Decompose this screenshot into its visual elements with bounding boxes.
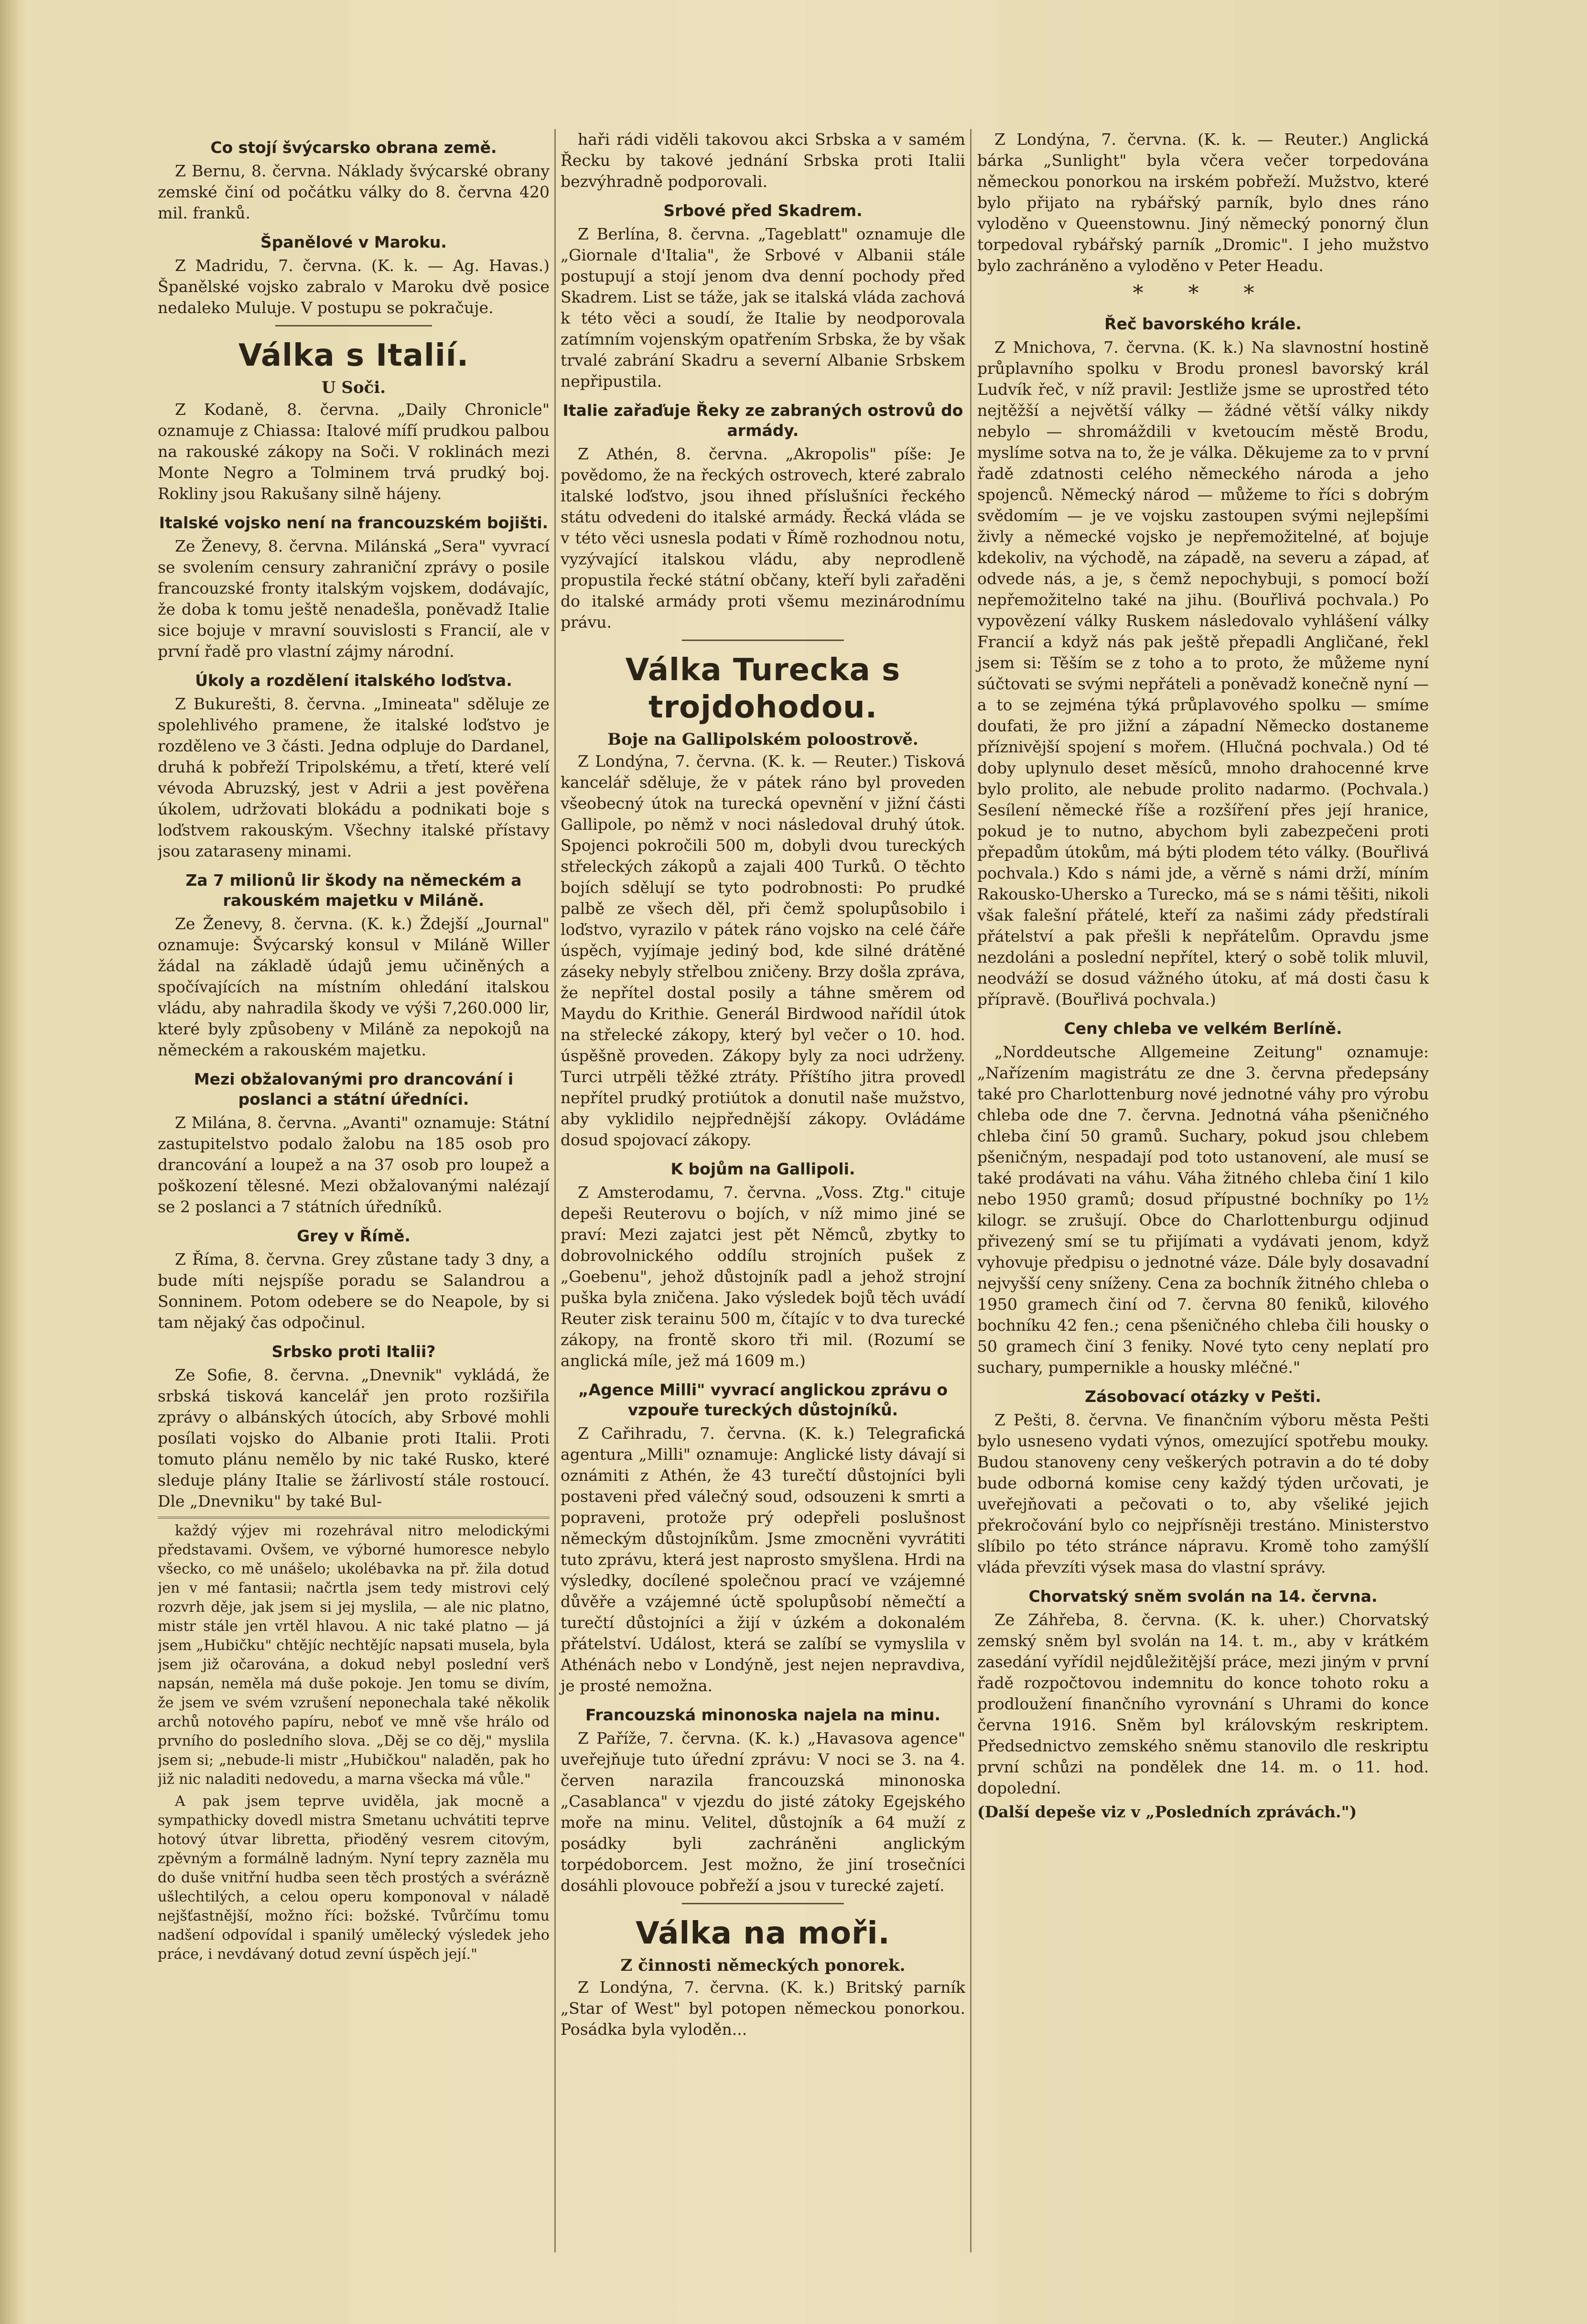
feuilleton-paragraph: každý výjev mi rozehrával nitro melodickými představami. Ovšem, ve výborné humoresce nebylo všecko, co mě unášelo; ukolébavka na př. žila dotud jen v mé fantasii; načrtla jsem tedy mistrovi celý rozvrh děje, jak jsem si jej myslila, — ale nic platno, mistr stále jen vrtěl hlavou. A nic také platno — já jsem „Hubičku" chtějíc nechtějíc napsati musela, byla jsem již očarována, a dokud nebyl poslední verš napsán, neměla má duše pokoje. Jen tomu se divím, že jsem ve svém vzrušení neponechala také několik archů notového papíru, neboť ve mně vše hrálo od prvního do posledního slova. „Děj se co děj," myslila jsem si; „nebude-li mistr „Hubičkou" naladěn, pak ho již nic naladiti nedovedu, a marna všecka má vůle." (158, 1522, 550, 1788)
column-3 (970, 129, 1429, 2252)
heading-italian-fleet: Úkoly a rozdělení italského loďstva. (195, 671, 512, 690)
heading-spain-morocco: Španělové v Maroku. (260, 233, 447, 251)
subheading-soca: U Soči. (321, 378, 386, 397)
heading-swiss-defense: Co stojí švýcarsko obrana země. (210, 138, 497, 157)
article-pest-supply: Z Pešti, 8. června. Ve finančním výboru města Pešti bylo usneseno vydati výnos, omezující spotřebu mouky. Budou stanoveny ceny veškerých potravin a do té doby bude odborná komise ceny každý týden určovati, je uveřejňovati a pečovati o to, aby všeliké jejich překročování bylo co nejpřísněji trestáno. Ministerstvo slíbilo po této stránce nápravu. Kromě toho zamýšlí vláda převzíti výsek masa do vlastní správy. (977, 1411, 1429, 1576)
heading-italian-army: Italské vojsko není na francouzském bojišti. (159, 513, 549, 532)
article-gallipoli-1: Z Londýna, 7. června. (K. k. — Reuter.) Tisková kancelář sděluje, že v pátek ráno byl proveden všeobecný útok na turecká opevnění v jižní části Gallipole, po němž v noci následoval druhý útok. Spojenci pokročili 500 m, dobyli dvou tureckých střeleckých zákopů a zajali 400 Turků. O těchto bojích sdělují se tyto podrobnosti: Po prudké palbě ze všech děl, při čemž spolupůsobilo i loďstvo, vyrazilo v pátek ráno vojsko na celé čáře úspěch, vyjímaje jediný bod, kde silné drátěné záseky nebyly střelbou zničeny. Brzy došla zpráva, že nepřítel dostal posily a táhne směrem od Maydu do Krithie. Generál Birdwood nařídil útok na střelecké zákopy, který byl večer o 10. hod. úspěšně proveden. Zákopy byly za noci udrženy. Turci utrpěli těžké ztráty. Příštího jitra provedl nepřítel prudký protiútok a donutil naše mužstvo, aby vyklidilo nejpřednější zákopy. Ovládáme dosud spojovací zákopy. (561, 752, 965, 1149)
heading-greeks-army: Italie zařaďuje Řeky ze zabraných ostrovů do armády. (562, 401, 963, 440)
article-croatian-diet: Ze Záhřeba, 8. června. (K. k. uher.) Chorvatský zemský sněm byl svolán na 14. t. m., aby v krátkém zasedání vyřídil nejdůležitější práce, mezi jiným v první řadě rozpočtovou indemnitu do konce tohoto roku a prodloužení finančního vyrovnání s Uhrami do konce června 1916. Sněm byl královským reskriptem. Předsednictvo zemského sněmu stanovilo dle reskriptu první schůzi na pondělek dne 14. m. o 11. hod. dopolední. (977, 1610, 1429, 1797)
heading-bavarian-king: Řeč bavorského krále. (1104, 315, 1302, 333)
article-italian-army: Ze Ženevy, 8. června. Milánská „Sera" vyvrací se svolením censury zahraniční zprávy o posile francouzské fronty italským vojskem, dodávajíc, že doba k tomu ještě nenadešla, poněvadž Italie sice bojuje v mravní souvislosti s Francií, ale v první řadě pro vlastní zájmy národní. (158, 537, 550, 661)
page-fold-shadow (0, 0, 19, 2324)
divider (682, 1903, 844, 1904)
section-title-war-sea: Válka na moři. (636, 1916, 890, 1951)
section-title-war-italy: Válka s Italií. (238, 338, 469, 373)
heading-croatian-diet: Chorvatský sněm svolán na 14. června. (1028, 1587, 1378, 1606)
article-greeks-army: Z Athén, 8. června. „Akropolis" píše: Je povědomo, že na řeckých ostrovech, které zabralo italské loďstvo, jsou ihned příslušníci řeckého státu odvedeni do italské armády. Řecká vláda se v této věci usnesla podati v Římě rozhodnou notu, vyzývající italskou vládu, aby neprodleně propustila řecké státní občany, kteří byli zařaděni do italské armády proti všemu mezinárodnímu právu. (561, 445, 965, 631)
heading-serbia-italy: Srbsko proti Italii? (271, 1342, 436, 1361)
subheading-gallipoli: Boje na Gallipolském poloostrově. (607, 730, 918, 749)
article-gallipoli-2: Z Amsterodamu, 7. června. „Voss. Ztg." cituje depeši Reuterovu o bojích, v níž mimo jiné se praví: Mezi zajatci jest pět Němců, zbytky to dobrovolnického oddílu strojních pušek z „Goebenu", jehož důstojník padl a jehož strojní puška byla zničena. Jako výsledek bojů těch uvádí Reuter zisk terainu 500 m, čítajíc v to dva turecké zákopy, na frontě skoro tři mil. (Rozumí se anglická míle, jež má 1609 m.) (561, 1183, 965, 1370)
asterisk-divider: * * * (1133, 281, 1274, 305)
column-2 (554, 129, 965, 2252)
article-accused: Z Milána, 8. června. „Avanti" oznamuje: Státní zastupitelstvo podalo žalobu na 185 osob pro drancování a loupež a na 37 osob pro loupež a poškození tělesné. Mezi obžalovanými nalézají se 2 poslanci a 7 státních úředníků. (158, 1113, 550, 1216)
article-grey-rome: Z Říma, 8. června. Grey zůstane tady 3 dny, a bude míti nejspíše poradu se Salandrou a Sonninem. Potom odebere se do Neapole, by si tam nějaký čas odpočinul. (158, 1250, 550, 1332)
heading-accused: Mezi obžalovanými pro drancování i poslanci a státní úředníci. (194, 1070, 514, 1108)
feuilleton-paragraph: A pak jsem teprve uviděla, jak mocně a sympathicky dovedl mistra Smetanu uchvátiti teprve hotový útvar libretta, přioděný vesrem citovým, zpěvným a formálně ladným. Nyní tepry zazněla mu do duše vnitřní hudba seen těch prostých a svérázně ušlechtilých, a celou operu komponoval v náladě nejšťastnější, možno říci: božské. Tvůrčímu tomu nadšení odpovídal i spanilý umělecký výsledek jeho práce, i nevdávaný dotud zevní úspěch její." (158, 1793, 550, 1963)
heading-skadar: Srbové před Skadrem. (663, 201, 863, 220)
feuilleton (158, 1517, 550, 1964)
article-milan-damage: Ze Ženevy, 8. června. (K. k.) Ždejší „Journal" oznamuje: Švýcarský konsul v Miláně Willer žádal na základě údajů jemu učiněných a spočívajících na místním ohledání italskou vládu, aby nahradila škody ve výši 7,260.000 lir, které byly způsobeny v Miláně za nepokojů na německém a rakouském majetku. (158, 914, 550, 1059)
heading-minelayer: Francouzská minonoska najela na minu. (585, 1705, 941, 1724)
divider (275, 325, 432, 326)
article-star-of-west: Z Londýna, 7. června. (K. k.) Britský parník „Star of West" byl potopen německou ponorkou. Posádka byla vyloděn... (561, 1978, 965, 2039)
heading-agence-milli: „Agence Milli" vyvrací anglickou zprávu o vzpouře tureckých důstojníků. (578, 1380, 948, 1419)
heading-milan-damage: Za 7 milionů lir škody na německém a rakouském majetku v Miláně. (185, 871, 522, 910)
more-dispatches-note: (Další depeše viz v „Posledních zprávách.") (977, 1803, 1357, 1821)
article-continuation: haři rádi viděli takovou akci Srbska a v samém Řecku by takové jednání Srbska proti Italii bezvýhradně podporovali. (561, 130, 965, 191)
article-italian-fleet: Z Bukurešti, 8. června. „Imineata" sděluje ze spolehlivého pramene, že italské loďstvo je rozděleno ve 3 části. Jedna odpluje do Dardanel, druhá k pobřeží Tripolskému, a třetí, které velí vévoda Abruzský, jest v Adrii a jest pověřena úkolem, udržovati blokádu a podnikati boje s loďstvem rakouským. Všechny italské přístavy jsou zataraseny minami. (158, 695, 550, 860)
divider (682, 640, 844, 641)
subheading-submarines: Z činnosti německých ponorek. (620, 1956, 906, 1975)
heading-bread-prices: Ceny chleba ve velkém Berlíně. (1064, 1019, 1342, 1038)
article-sunlight: Z Londýna, 7. června. (K. k. — Reuter.) Anglická bárka „Sunlight" byla včera večer torpedována německou ponorkou na irském pobřeží. Mužstvo, které bylo přijato na rybářský parník, bylo dnes ráno vyloděno v Queenstownu. Jiný německý ponorný člun torpedoval rybářský parník „Dromic". I jeho mužstvo bylo zachráněno a vyloděno v Peter Headu. (977, 130, 1429, 275)
article-bread-prices: „Norddeutsche Allgemeine Zeitung" oznamuje: „Nařízením magistrátu ze dne 3. června předepsány také pro Charlottenburg nové jednotné váhy pro výrobu chleba ode dne 7. června. Jednotná váha pšeničného chleba činí 50 gramů. Suchary, pokud jsou chlebem pšeničným, nespadají pod toto ustanovení, ale musí se také prodávati na váhu. Váha žitného chleba činí 1 kilo nebo 1950 gramů; dosud přípustné bochníky po 1½ kilogr. se zrušují. Obce do Charlottenburgu odjinud přivezený smí se tu přijímati a vydávati jenom, když vyhovuje předpisu o jednotné váze. Dále byly dosavadní nejvyšší ceny sníženy. Cena za bochník žitného chleba o 1950 gramech činí od 7. června 80 feniků, kilového bochníku 42 fen.; cena pšeničného chleba čili housky o 50 gramech činí 3 feniky. Nové tyto ceny neplatí pro suchary, pumpernikle a housky mléčné." (977, 1043, 1429, 1377)
article-soca: Z Kodaně, 8. června. „Daily Chronicle" oznamuje z Chiassa: Italové mífí prudkou palbou na rakouské zákopy na Soči. V roklinách mezi Monte Negro a Tolminem trvá prudký boj. Rokliny jsou Rakušany silně hájeny. (158, 400, 550, 503)
article-serbia-italy: Ze Sofie, 8. června. „Dnevnik" vykládá, že srbská tisková kancelář jen proto rozšiřila zprávy o albánských útocích, aby Srbové mohli posílati vojsko do Albanie proti Italii. Proti tomuto plánu nemělo by nic také Rusko, které sleduje plány Italie se žárlivostí stále rostoucí. Dle „Dnevniku" by také Bul- (158, 1366, 550, 1510)
heading-grey-rome: Grey v Římě. (297, 1227, 410, 1245)
section-title-war-turkey: Válka Turecka s trojdohodou. (625, 652, 901, 725)
heading-gallipoli-2: K bojům na Gallipoli. (670, 1160, 855, 1178)
article-swiss-defense: Z Bernu, 8. června. Náklady švýcarské obrany zemské činí od počátku války do 8. června 420 mil. franků. (158, 162, 550, 222)
article-minelayer: Z Paříže, 7. června. (K. k.) „Havasova agence" uveřejňuje tuto úřední zprávu: V noci se 3. na 4. červen narazila francouzská minonoska „Casablanca" v vjezdu do jisté zátoky Egejského moře na minu. Velitel, důstojník a 64 muží z posádky byli zachráněni anglickým torpédoborcem. Jest možno, že jiní trosečníci dosáhli plovouce pobřeží a jsou v turecké zajetí. (561, 1729, 965, 1895)
article-agence-milli: Z Cařihradu, 7. června. (K. k.) Telegrafická agentura „Milli" oznamuje: Anglické listy dávají si oznámiti z Athén, že 43 turečtí důstojníci byli postaveni před válečný soud, odsouzeni k smrti a popraveni, protože prý odepřeli poslušnost německým důstojníkům. Jsme zmocněni vyvrátiti tuto zprávu, která jest naprosto smyšlena. Hrdi na výsledky, docílené společnou prací ve vzájemné důvěře a vzájemné úctě spolupůsobí němečtí a turečtí důstojníci a žijí v úzkém a dokonalém přátelství. Událost, která se zalíbí se vymyslila v Athénách nebo v Londýně, jest nejen nepravdiva, je prosté nemožna. (561, 1424, 965, 1695)
heading-pest-supply: Zásobovací otázky v Pešti. (1085, 1387, 1321, 1406)
article-spain-morocco: Z Madridu, 7. června. (K. k. — Ag. Havas.) Španělské vojsko zabralo v Maroku dvě posice nedaleko Muluje. V postupu se pokračuje. (158, 256, 550, 317)
column-1 (158, 129, 550, 2252)
article-skadar: Z Berlína, 8. června. „Tageblatt" oznamuje dle „Giornale d'Italia", že Srbové v Albanii stále postupují a stojí jenom dva denní pochody před Skadrem. List se táže, jak se italská vláda zachová k této věci a soudí, že Italie by neodporovala zatímním vojenským opatřením Srbska, že by však trvalé zabrání Skadru a severní Albanie Srbskem nepřipustila. (561, 225, 965, 391)
article-bavarian-king: Z Mnichova, 7. června. (K. k.) Na slavnostní hostině průplavního spolku v Brodu pronesl bavorský král Ludvík řeč, v níž pravil: Jestliže jsme se uprostřed této nejtěžší a největší války — žádné větší války nikdy nebylo — shromáždili v kvetoucím městě Brodu, myslíme sotva na to, že je válka. Děkujeme za to v první řadě zdatnosti celého německého národa a jeho spojenců. Německý národ — můžeme to říci s dobrým svědomím — je ve vojsku zastoupen svými nejlepšími živly a německé vojsko je nepřemožitelné, ať bojuje kdekoliv, na východě, na západě, na severu a západ, ať odvede nás, a je, s čemž nepochybuji, s pomocí boží nepřemožitelno také na jihu. (Bouřlivá pochvala.) Po vypovězení války Ruskem následovalo vyhlášení války Francií a když nás pak ještě přepadli Angličané, řekl jsem si: Těším se z toho a to proto, že můžeme nyní súčtovati se svými nepřáteli a poněvadž konečně nyní — a to se zejména týká průplavového spolku — smíme doufati, že pro jižní a západní Německo dostaneme příznivější spojení s mořem. (Hlučná pochvala.) Od té doby uplynulo deset měsíců, mnoho drahocenné krve bylo prolito, ale nebude prolito nadarmo. (Pochvala.) Sesílení německé říše a rozšíření přes její hranice, pokud je to nutno, abychom byli zabezpečeni proti přepadům útokům, má býti plodem této války. (Bouřlivá pochvala.) Kdo s námi jde, a věrně s námi drží, míním Rakousko-Uhersko a Turecko, má se s námi těšiti, nikoli však falešní přátelé, kteří za našimi zády předstírali přátelství a pak přešli k nepřátelům. Opravdu jsme nezdoláni a poslední nepřítel, který o sobě tolik mluvil, neodváží se dosud vážného útoku, ať má dosti času k přípravě. (Bouřlivá pochvala.) (977, 338, 1429, 1009)
